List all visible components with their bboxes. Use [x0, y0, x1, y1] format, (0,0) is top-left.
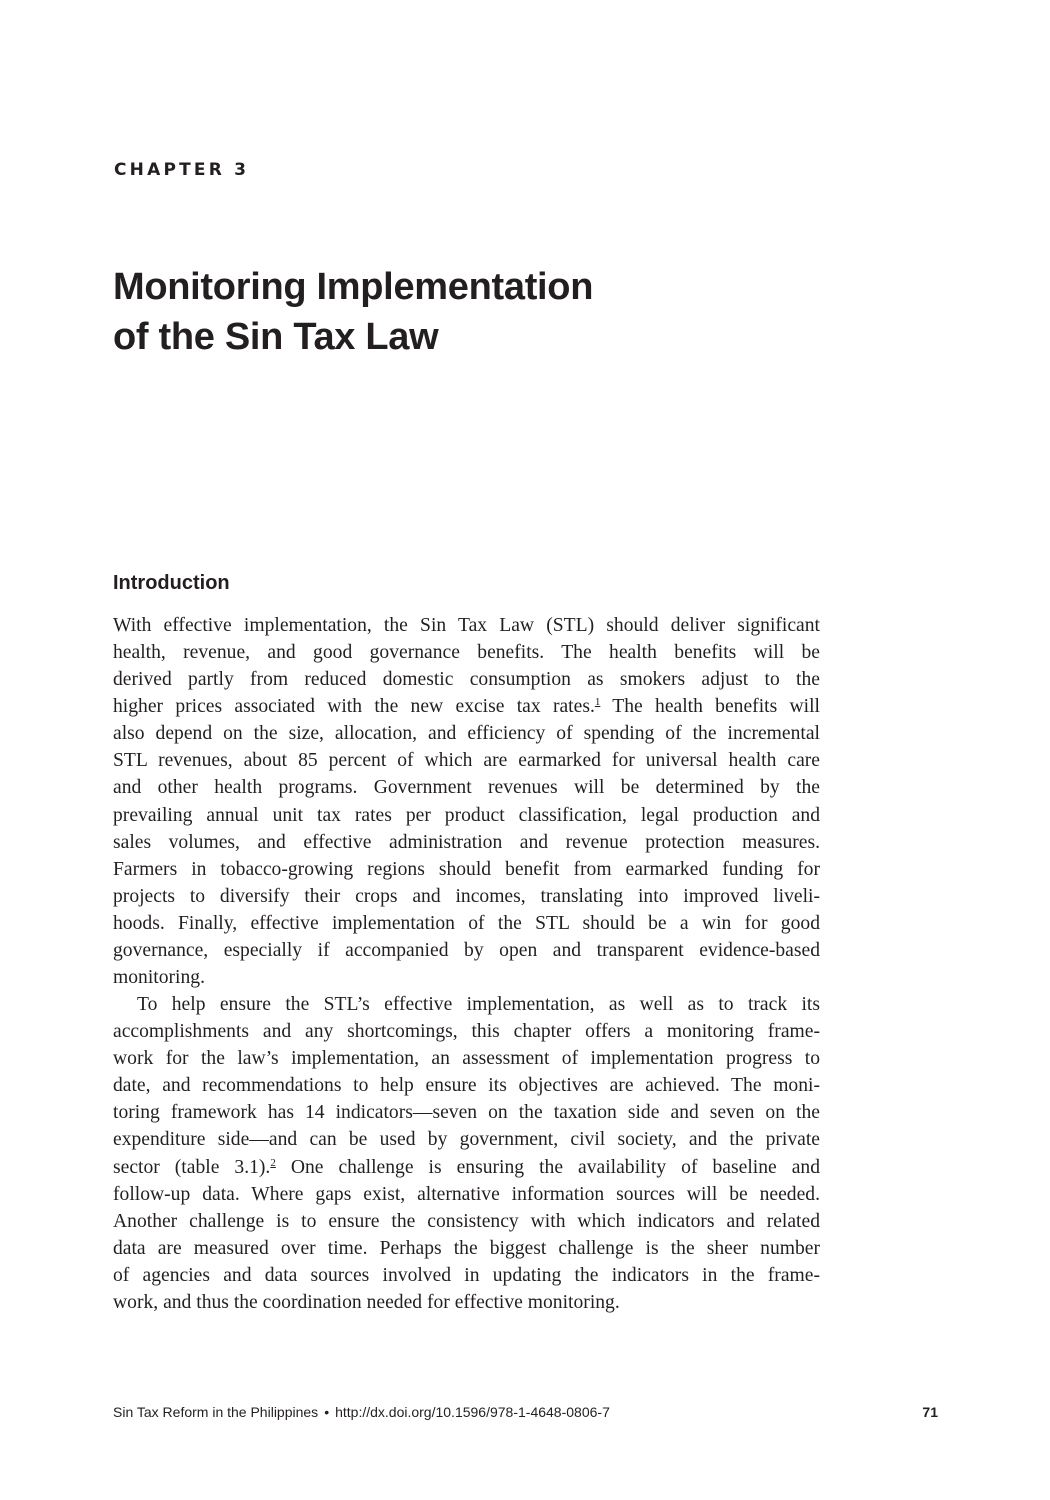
text-segment: higher prices associated with the new excise tax rates.: [113, 696, 595, 718]
footer-doi-link[interactable]: http://dx.doi.org/10.1596/978-1-4648-0806-7: [335, 1404, 610, 1420]
footnote-reference[interactable]: 1: [594, 696, 601, 709]
text-segment: hoods. Finally, effective implementation of the STL should be a win for good: [113, 912, 820, 934]
text-line: [113, 1072, 820, 1099]
text-segment: health, revenue, and good governance benefits. The health benefits will be: [113, 642, 820, 664]
text-segment: also depend on the size, allocation, and efficiency of spending of the incremental: [113, 723, 820, 745]
text-segment: sector (table 3.1).: [113, 1156, 271, 1178]
text-line: [113, 829, 820, 856]
text-line: [113, 1154, 820, 1181]
chapter-title-line: of the Sin Tax Law: [113, 316, 439, 358]
text-segment: monitoring.: [113, 967, 205, 989]
text-line: [113, 991, 820, 1018]
footer-book-title: Sin Tax Reform in the Philippines: [113, 1404, 319, 1420]
text-line: [113, 693, 820, 720]
text-line: [113, 883, 820, 910]
text-segment: data are measured over time. Perhaps the biggest challenge is the sheer number: [113, 1237, 820, 1259]
text-line: [113, 1208, 820, 1235]
text-segment: prevailing annual unit tax rates per product classification, legal production and: [113, 804, 820, 826]
text-segment: To help ensure the STL’s effective implementation, as well as to track its: [137, 994, 820, 1016]
text-line: [113, 639, 820, 666]
text-line: [113, 856, 820, 883]
text-line: [113, 1018, 820, 1045]
text-segment: follow-up data. Where gaps exist, alternative information sources will be needed.: [113, 1183, 820, 1205]
text-line: [113, 937, 820, 964]
text-line: [113, 1181, 820, 1208]
text-segment: projects to diversify their crops and incomes, translating into improved liveli-: [113, 885, 820, 907]
text-line: [113, 1289, 820, 1316]
page-number: 71: [922, 1404, 938, 1420]
text-segment: work, and thus the coordination needed for effective monitoring.: [113, 1291, 620, 1313]
text-segment: One challenge is ensuring the availability of baseline and: [275, 1156, 820, 1178]
text-line: [113, 774, 820, 801]
text-line: [113, 802, 820, 829]
text-segment: Farmers in tobacco-growing regions should benefit from earmarked funding for: [113, 858, 820, 880]
paragraph: [113, 612, 820, 991]
text-segment: date, and recommendations to help ensure its objectives are achieved. The moni-: [113, 1075, 820, 1097]
text-segment: of agencies and data sources involved in updating the indicators in the frame-: [113, 1264, 820, 1286]
text-segment: derived partly from reduced domestic consumption as smokers adjust to the: [113, 669, 820, 691]
text-line: [113, 910, 820, 937]
section-heading: Introduction: [113, 572, 230, 594]
text-line: [113, 666, 820, 693]
text-line: [113, 1262, 820, 1289]
text-segment: With effective implementation, the Sin Tax Law (STL) should deliver significant: [113, 615, 820, 636]
text-line: [113, 1126, 820, 1153]
text-line: [113, 1099, 820, 1126]
text-segment: expenditure side—and can be used by government, civil society, and the private: [113, 1129, 820, 1151]
text-segment: and other health programs. Government revenues will be determined by the: [113, 777, 820, 799]
chapter-title: [113, 262, 593, 362]
text-segment: governance, especially if accompanied by open and transparent evidence-based: [113, 939, 820, 961]
chapter-label: CHAPTER 3: [114, 160, 250, 180]
text-line: [113, 720, 820, 747]
text-line: [113, 1045, 820, 1072]
text-line: [113, 747, 820, 774]
paragraph: [113, 991, 820, 1316]
text-segment: Another challenge is to ensure the consistency with which indicators and related: [113, 1210, 820, 1232]
text-line: [113, 612, 820, 639]
text-segment: accomplishments and any shortcomings, this chapter offers a monitoring frame-: [113, 1021, 820, 1043]
text-line: [113, 964, 820, 991]
text-line: [113, 1235, 820, 1262]
text-segment: STL revenues, about 85 percent of which are earmarked for universal health care: [113, 750, 820, 772]
chapter-title-line: Monitoring Implementation: [113, 266, 594, 308]
page-footer: [113, 1404, 938, 1420]
footer-separator: •: [324, 1404, 330, 1420]
text-segment: work for the law’s implementation, an assessment of implementation progress to: [113, 1048, 820, 1070]
body-text: [113, 612, 820, 1316]
text-segment: The health benefits will: [600, 696, 820, 718]
footnote-reference[interactable]: 2: [270, 1156, 276, 1169]
text-segment: sales volumes, and effective administration and revenue protection measures.: [113, 831, 820, 853]
text-segment: toring framework has 14 indicators—seven on the taxation side and seven on the: [113, 1102, 820, 1124]
